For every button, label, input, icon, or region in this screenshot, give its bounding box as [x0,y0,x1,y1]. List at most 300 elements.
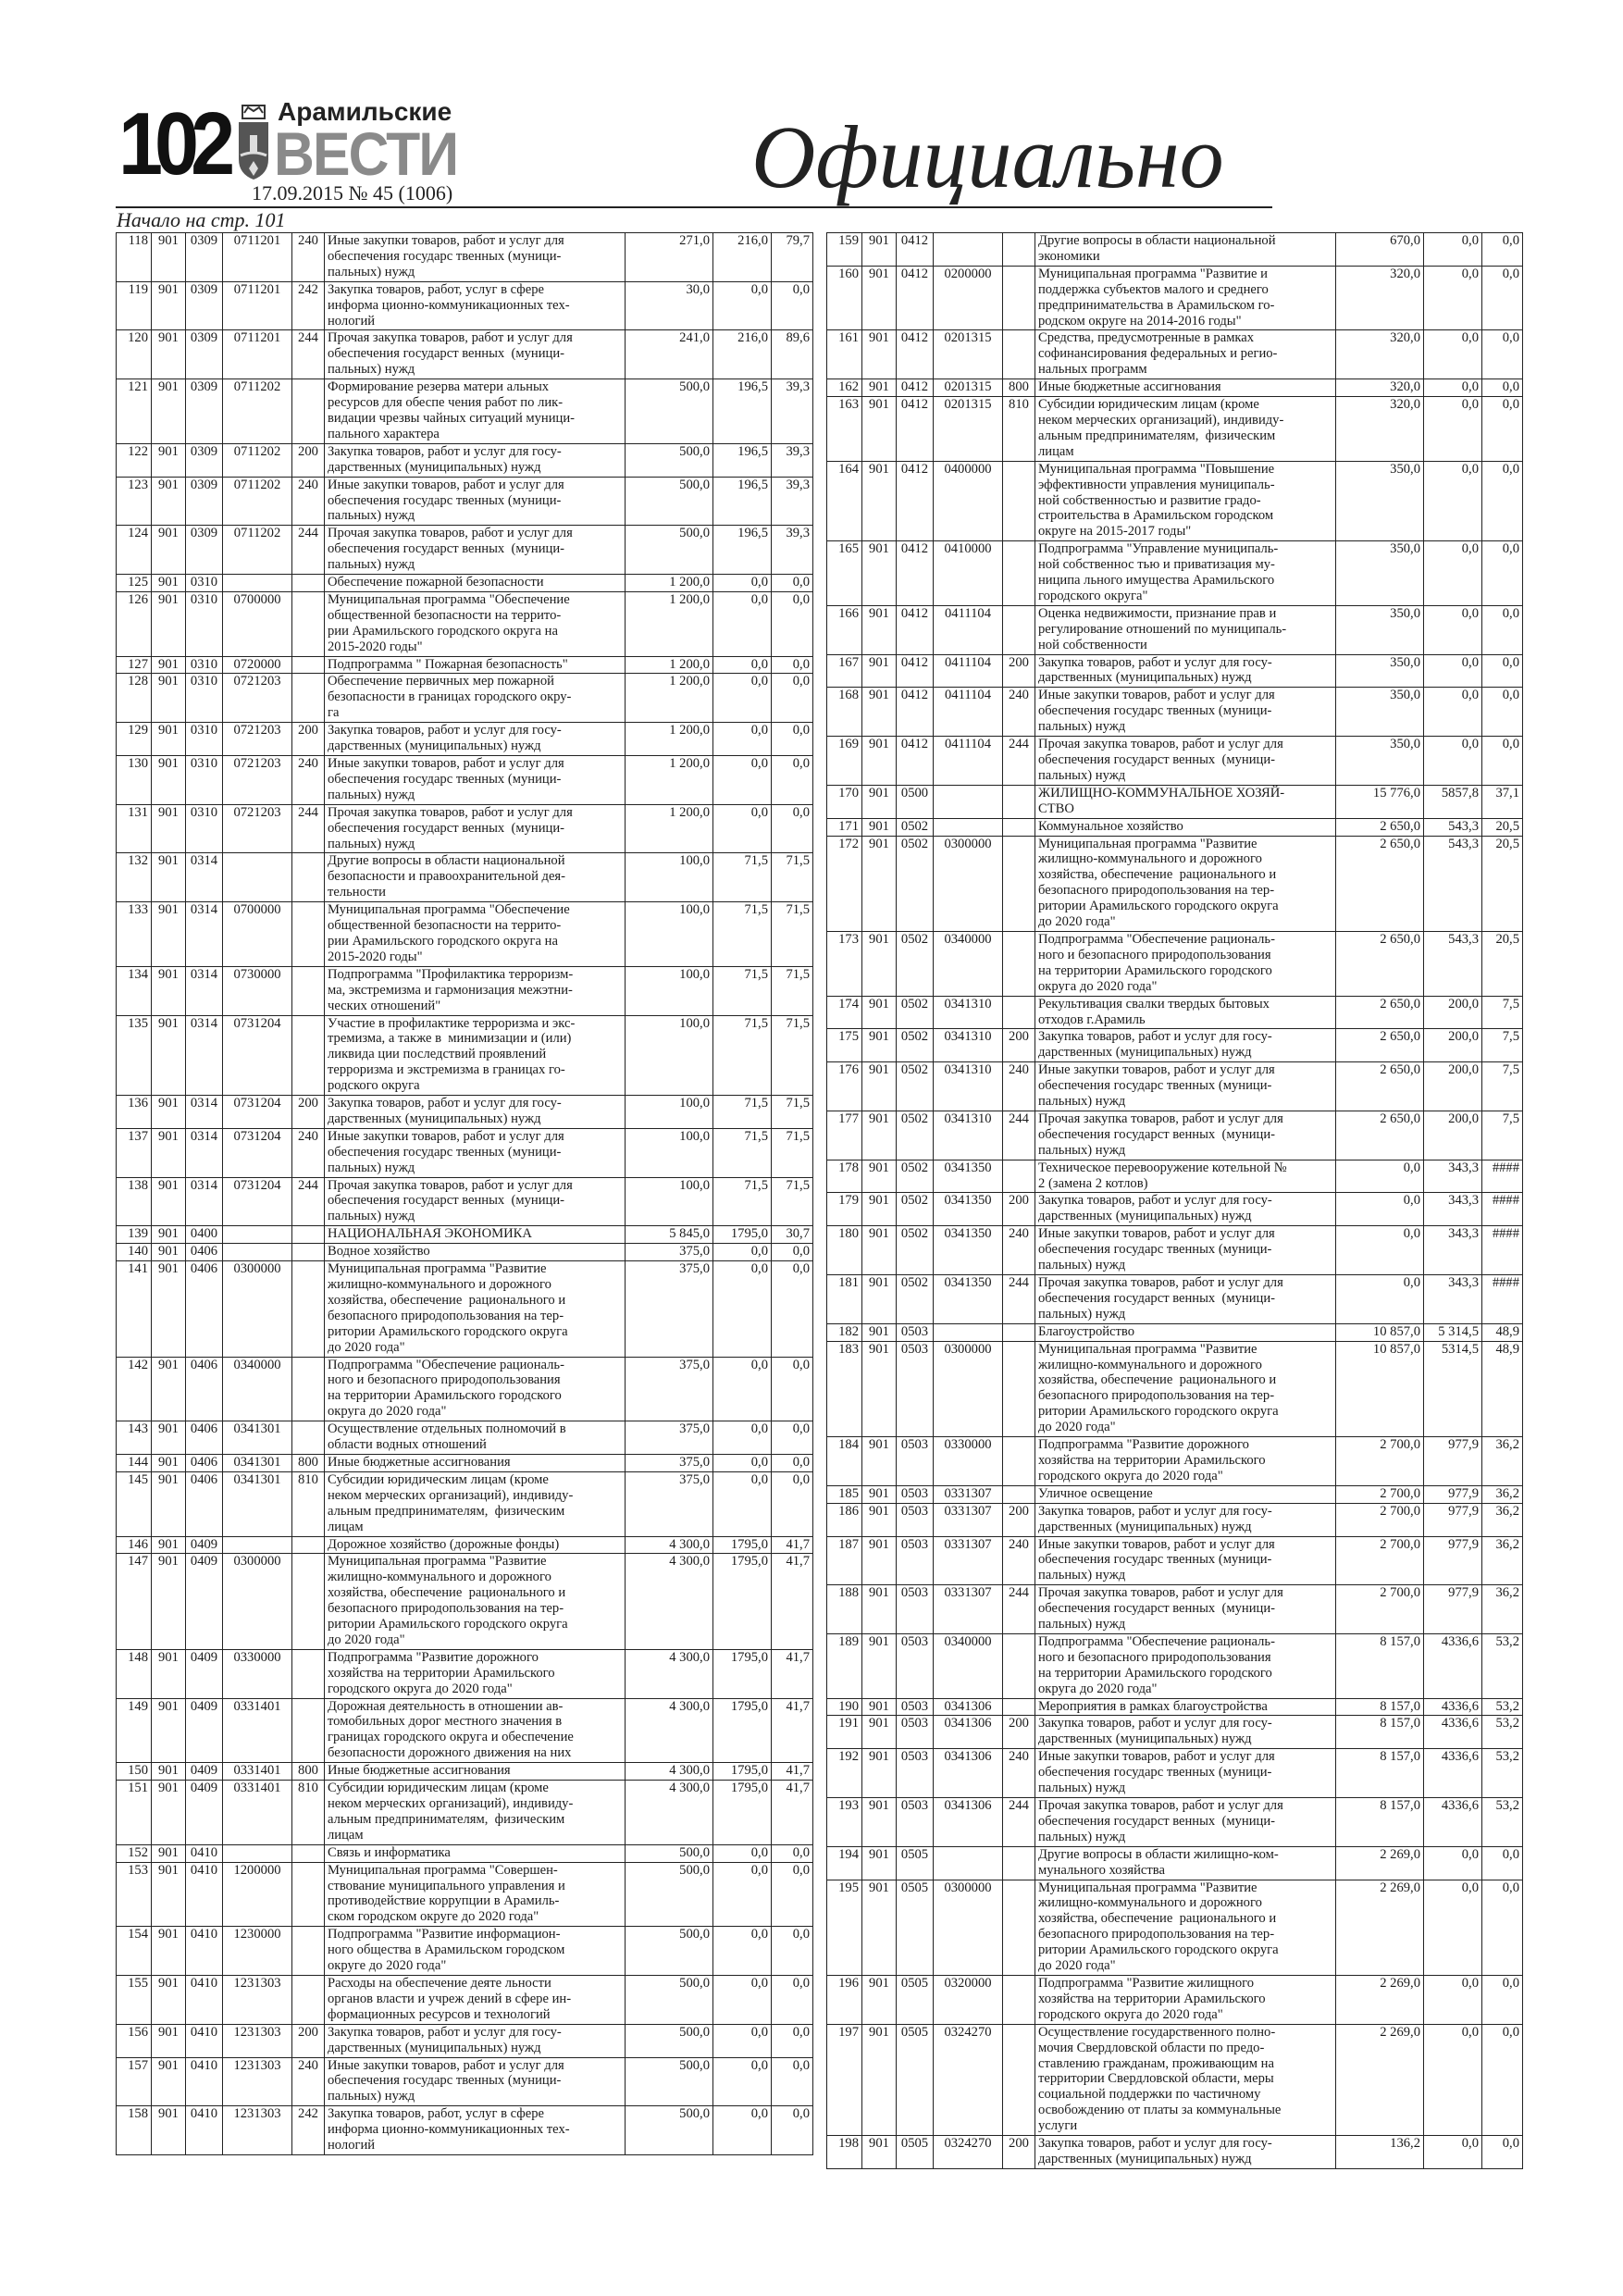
section-code: 0502 [897,836,934,931]
execution-percent: 71,5 [772,1128,813,1177]
executed-amount: 343,3 [1424,1275,1482,1324]
expense-type [292,1844,325,1862]
expense-type [292,1554,325,1649]
table-row [117,1261,813,1357]
department-code: 901 [862,1226,897,1275]
section-code: 0503 [897,1341,934,1436]
executed-amount: 543,3 [1424,931,1482,996]
expense-type: 244 [292,526,325,575]
department-code: 901 [152,1096,186,1129]
description: Прочая закупка товаров, работ и услуг для обеспечения государст венных (муници- пальных) нужд [1035,1585,1336,1634]
execution-percent: 7,5 [1482,996,1523,1029]
row-number: 163 [827,397,862,462]
execution-percent: 0,0 [1482,2136,1523,2169]
execution-percent: 0,0 [772,1927,813,1976]
section-code: 0310 [186,591,223,656]
executed-amount: 0,0 [713,1421,772,1455]
expense-type [1003,1846,1035,1880]
planned-amount: 4 300,0 [626,1649,713,1698]
section-code: 0310 [186,575,223,592]
target-code: 0341301 [223,1421,292,1455]
department-code: 901 [152,966,186,1015]
target-code: 0711202 [223,477,292,526]
section-code: 0412 [897,330,934,379]
execution-percent: 53,2 [1482,1716,1523,1749]
table-row [117,1244,813,1261]
row-number: 136 [117,1096,152,1129]
section-code: 0409 [186,1698,223,1763]
execution-percent: 71,5 [772,1177,813,1226]
planned-amount: 136,2 [1336,2136,1424,2169]
description: Формирование резерва матери альных ресурсов для обеспе чения работ по лик- видации чрезвы чайных ситуаций муници- пального характера [325,379,626,444]
executed-amount: 196,5 [713,477,772,526]
description: Муниципальная программа "Развитие и поддержка субъектов малого и среднего предпринимательства в Арамильском го- родском округе на 2014-2016 годы" [1035,266,1336,330]
planned-amount: 0,0 [1336,1275,1424,1324]
description: Мероприятия в рамках благоустройства [1035,1698,1336,1716]
target-code: 0341310 [934,1029,1003,1062]
execution-percent: 30,7 [772,1226,813,1244]
department-code: 901 [152,1763,186,1781]
description: Осуществление отдельных полномочий в области водных отношений [325,1421,626,1455]
target-code: 0341306 [934,1698,1003,1716]
table-row [117,656,813,674]
department-code: 901 [862,996,897,1029]
expense-type: 244 [292,1177,325,1226]
expense-type: 200 [1003,2136,1035,2169]
expense-type [1003,605,1035,654]
table-row [117,756,813,805]
table-row [827,931,1523,996]
row-number: 178 [827,1160,862,1193]
description: Подпрограмма "Развитие дорожного хозяйства на территории Арамильского городского округа до 2020 года" [1035,1437,1336,1486]
expense-type: 200 [292,723,325,756]
department-code: 901 [862,2136,897,2169]
department-code: 901 [152,1844,186,1862]
department-code: 901 [152,1226,186,1244]
row-number: 128 [117,674,152,723]
execution-percent: 0,0 [1482,330,1523,379]
description: Другие вопросы в области национальной экономики [1035,233,1336,267]
department-code: 901 [862,330,897,379]
budget-table-right [826,232,1523,2169]
executed-amount: 1795,0 [713,1554,772,1649]
execution-percent: 0,0 [772,1844,813,1862]
expense-type: 240 [1003,1536,1035,1585]
department-code: 901 [862,233,897,267]
execution-percent: 0,0 [772,1471,813,1536]
planned-amount: 100,0 [626,1096,713,1129]
department-code: 901 [152,2057,186,2106]
expense-type [1003,1341,1035,1436]
description: НАЦИОНАЛЬНАЯ ЭКОНОМИКА [325,1226,626,1244]
target-code: 0200000 [934,266,1003,330]
expense-type: 810 [292,1471,325,1536]
expense-type [292,966,325,1015]
planned-amount: 320,0 [1336,397,1424,462]
execution-percent: 41,7 [772,1698,813,1763]
department-code: 901 [862,1503,897,1536]
expense-type [292,1357,325,1421]
department-code: 901 [152,379,186,444]
planned-amount: 500,0 [626,379,713,444]
executed-amount: 71,5 [713,1128,772,1177]
section-code: 0502 [897,818,934,836]
planned-amount: 2 269,0 [1336,1975,1424,2024]
table-row [827,1485,1523,1503]
target-code: 0300000 [934,836,1003,931]
description: Иные закупки товаров, работ и услуг для обеспечения государс твенных (муници- пальных) нужд [325,1128,626,1177]
row-number: 150 [117,1763,152,1781]
row-number: 132 [117,853,152,902]
description: Уличное освещение [1035,1485,1336,1503]
target-code: 0721203 [223,674,292,723]
table-row [117,853,813,902]
description: Закупка товаров, работ, услуг в сфере информа ционно-коммуникационных тех- нологий [325,281,626,330]
planned-amount: 2 700,0 [1336,1585,1424,1634]
department-code: 901 [152,1471,186,1536]
department-code: 901 [152,1261,186,1357]
row-number: 175 [827,1029,862,1062]
description: Оценка недвижимости, признание прав и регулирование отношений по муниципаль- ной собственности [1035,605,1336,654]
table-row [117,1471,813,1536]
table-row [117,1975,813,2024]
expense-type: 244 [1003,737,1035,786]
target-code: 0340000 [223,1357,292,1421]
row-number: 127 [117,656,152,674]
planned-amount: 4 300,0 [626,1554,713,1649]
expense-type [292,1649,325,1698]
execution-percent: 71,5 [772,902,813,967]
department-code: 901 [862,1160,897,1193]
target-code [223,1244,292,1261]
row-number: 189 [827,1633,862,1698]
target-code: 0330000 [223,1649,292,1698]
executed-amount: 0,0 [1424,688,1482,737]
description: Подпрограмма "Управление муниципаль- ной собственнос тью и приватизация му- ниципа льного имущества Арамильского городского округа" [1035,541,1336,606]
executed-amount: 543,3 [1424,818,1482,836]
execution-percent: 71,5 [772,853,813,902]
expense-type [1003,1975,1035,2024]
target-code: 0700000 [223,591,292,656]
execution-percent: 0,0 [772,1357,813,1421]
table-row [117,804,813,853]
execution-percent: 0,0 [1482,688,1523,737]
section-code: 0409 [186,1781,223,1845]
description: ЖИЛИЩНО-КОММУНАЛЬНОЕ ХОЗЯЙ- СТВО [1035,785,1336,818]
execution-percent: 7,5 [1482,1111,1523,1160]
planned-amount: 500,0 [626,2024,713,2057]
section-code: 0502 [897,1226,934,1275]
description: Подпрограмма "Профилактика терроризм- ма, экстремизма и гармонизация межэтни- ческих отношений" [325,966,626,1015]
section-code: 0412 [897,541,934,606]
description: Средства, предусмотренные в рамках софинансирования федеральных и регио- нальных программ [1035,330,1336,379]
target-code: 0720000 [223,656,292,674]
section-code: 0412 [897,397,934,462]
executed-amount: 216,0 [713,330,772,379]
department-code: 901 [152,853,186,902]
execution-percent: 20,5 [1482,931,1523,996]
table-row [117,1096,813,1129]
target-code: 0201315 [934,330,1003,379]
table-row [827,1975,1523,2024]
description: Техническое перевооружение котельной № 2 (замена 2 котлов) [1035,1160,1336,1193]
target-code: 0341350 [934,1226,1003,1275]
row-number: 193 [827,1798,862,1847]
table-row [827,605,1523,654]
executed-amount: 5 314,5 [1424,1323,1482,1341]
department-code: 901 [862,1323,897,1341]
expense-type: 240 [1003,1226,1035,1275]
description: Иные закупки товаров, работ и услуг для обеспечения государс твенных (муници- пальных) нужд [1035,1536,1336,1585]
target-code: 0411104 [934,688,1003,737]
target-code: 0300000 [223,1554,292,1649]
table-row [117,1781,813,1845]
row-number: 121 [117,379,152,444]
description: Закупка товаров, работ и услуг для госу- дарственных (муниципальных) нужд [325,443,626,477]
row-number: 177 [827,1111,862,1160]
row-number: 158 [117,2106,152,2155]
expense-type [292,853,325,902]
executed-amount: 5314,5 [1424,1341,1482,1436]
section-code: 0410 [186,1975,223,2024]
executed-amount: 977,9 [1424,1485,1482,1503]
table-row [117,1844,813,1862]
target-code: 0324270 [934,2024,1003,2135]
section-code: 0503 [897,1698,934,1716]
row-number: 162 [827,379,862,397]
row-number: 123 [117,477,152,526]
section-code: 0310 [186,804,223,853]
expense-type: 810 [292,1781,325,1845]
target-code: 0400000 [934,461,1003,541]
row-number: 146 [117,1536,152,1554]
executed-amount: 0,0 [713,1261,772,1357]
row-number: 186 [827,1503,862,1536]
section-code: 0309 [186,233,223,282]
row-number: 141 [117,1261,152,1357]
table-row [117,379,813,444]
executed-amount: 1795,0 [713,1763,772,1781]
target-code: 0201315 [934,379,1003,397]
description: Обеспечение пожарной безопасности [325,575,626,592]
description: Закупка товаров, работ и услуг для госу- дарственных (муниципальных) нужд [325,2024,626,2057]
target-code: 0721203 [223,804,292,853]
row-number: 195 [827,1880,862,1975]
department-code: 901 [862,1798,897,1847]
target-code: 0341306 [934,1798,1003,1847]
target-code: 0731204 [223,1015,292,1096]
execution-percent: 53,2 [1482,1749,1523,1798]
row-number: 167 [827,654,862,688]
department-code: 901 [152,1698,186,1763]
row-number: 176 [827,1062,862,1111]
department-code: 901 [152,1536,186,1554]
target-code: 0711202 [223,443,292,477]
planned-amount: 670,0 [1336,233,1424,267]
executed-amount: 0,0 [713,575,772,592]
section-code: 0406 [186,1261,223,1357]
table-row [827,266,1523,330]
planned-amount: 350,0 [1336,605,1424,654]
executed-amount: 977,9 [1424,1503,1482,1536]
execution-percent: 0,0 [772,575,813,592]
description: Муниципальная программа "Обеспечение общественной безопасности на террито- рии Арамильского городского округа на 2015-2020 годы" [325,591,626,656]
row-number: 147 [117,1554,152,1649]
section-code: 0409 [186,1649,223,1698]
executed-amount: 4336,6 [1424,1749,1482,1798]
planned-amount: 10 857,0 [1336,1323,1424,1341]
department-code: 901 [862,1536,897,1585]
executed-amount: 0,0 [1424,397,1482,462]
department-code: 901 [862,1062,897,1111]
expense-type [1003,1698,1035,1716]
row-number: 118 [117,233,152,282]
planned-amount: 500,0 [626,2106,713,2155]
description: Иные закупки товаров, работ и услуг для обеспечения государс твенных (муници- пальных) нужд [1035,1062,1336,1111]
execution-percent: 0,0 [1482,737,1523,786]
row-number: 180 [827,1226,862,1275]
executed-amount: 71,5 [713,1096,772,1129]
section-code: 0503 [897,1633,934,1698]
description: Муниципальная программа "Совершен- ствование муниципального управления и противодействие коррупции в Арамиль- ском городском округе до 2020 года" [325,1862,626,1927]
planned-amount: 4 300,0 [626,1763,713,1781]
expense-type [292,591,325,656]
executed-amount: 71,5 [713,1177,772,1226]
table-row [117,1554,813,1649]
department-code: 901 [862,654,897,688]
department-code: 901 [152,674,186,723]
expense-type [292,1536,325,1554]
target-code [934,1846,1003,1880]
execution-percent: #### [1482,1226,1523,1275]
description: Прочая закупка товаров, работ и услуг для обеспечения государст венных (муници- пальных) нужд [1035,1275,1336,1324]
execution-percent: 7,5 [1482,1029,1523,1062]
target-code: 0340000 [934,931,1003,996]
section-code: 0503 [897,1585,934,1634]
planned-amount: 320,0 [1336,379,1424,397]
execution-percent: 71,5 [772,1015,813,1096]
target-code: 0411104 [934,605,1003,654]
table-row [827,2024,1523,2135]
header-divider [116,206,1272,208]
table-row [117,1927,813,1976]
description: Иные бюджетные ассигнования [325,1454,626,1471]
target-code [223,1844,292,1862]
planned-amount: 500,0 [626,1844,713,1862]
description: Закупка товаров, работ и услуг для госу- дарственных (муниципальных) нужд [325,723,626,756]
description: Благоустройство [1035,1323,1336,1341]
planned-amount: 8 157,0 [1336,1798,1424,1847]
expense-type: 240 [292,756,325,805]
expense-type [292,1862,325,1927]
execution-percent: 0,0 [772,723,813,756]
row-number: 149 [117,1698,152,1763]
row-number: 160 [827,266,862,330]
department-code: 901 [862,1341,897,1436]
table-row [117,1698,813,1763]
planned-amount: 4 300,0 [626,1781,713,1845]
planned-amount: 2 269,0 [1336,2024,1424,2135]
row-number: 119 [117,281,152,330]
executed-amount: 0,0 [713,1862,772,1927]
target-code: 0341310 [934,1111,1003,1160]
table-row [827,1698,1523,1716]
section-code: 0410 [186,2106,223,2155]
target-code: 0331307 [934,1585,1003,1634]
table-row [827,1323,1523,1341]
coat-of-arms-logo [237,104,270,181]
section-code: 0309 [186,379,223,444]
table-row [827,1846,1523,1880]
execution-percent: 0,0 [772,656,813,674]
department-code: 901 [862,1585,897,1634]
expense-type [292,1698,325,1763]
description: Закупка товаров, работ и услуг для госу- дарственных (муниципальных) нужд [1035,654,1336,688]
execution-percent: 0,0 [1482,1846,1523,1880]
execution-percent: 39,3 [772,379,813,444]
expense-type [1003,818,1035,836]
description: Иные закупки товаров, работ и услуг для обеспечения государс твенных (муници- пальных) нужд [1035,1226,1336,1275]
executed-amount: 0,0 [713,656,772,674]
execution-percent: 71,5 [772,1096,813,1129]
section-code: 0309 [186,281,223,330]
department-code: 901 [862,1975,897,2024]
table-row [117,2024,813,2057]
row-number: 172 [827,836,862,931]
description: Подпрограмма "Обеспечение рациональ- ного и безопасного природопользования на территории Арамильского городского округа до 2020 года" [1035,1633,1336,1698]
department-code: 901 [152,1927,186,1976]
department-code: 901 [862,1485,897,1503]
target-code: 0331401 [223,1698,292,1763]
row-number: 159 [827,233,862,267]
execution-percent: 0,0 [1482,1975,1523,2024]
expense-type: 244 [1003,1798,1035,1847]
target-code: 1231303 [223,2024,292,2057]
planned-amount: 500,0 [626,2057,713,2106]
execution-percent: #### [1482,1193,1523,1226]
description: Обеспечение первичных мер пожарной безопасности в границах городского окру- га [325,674,626,723]
execution-percent: 53,2 [1482,1633,1523,1698]
executed-amount: 0,0 [1424,233,1482,267]
department-code: 901 [862,818,897,836]
description: Подпрограмма "Обеспечение рациональ- ного и безопасного природопользования на территории Арамильского городского округа до 2020 года" [1035,931,1336,996]
row-number: 139 [117,1226,152,1244]
target-code: 0721203 [223,756,292,805]
description: Подпрограмма "Развитие жилищного хозяйства на территории Арамильского городского округа до 2020 года" [1035,1975,1336,2024]
expense-type [292,674,325,723]
section-code: 0309 [186,526,223,575]
table-row [827,1437,1523,1486]
page-number: 102 [118,94,228,193]
planned-amount: 350,0 [1336,461,1424,541]
section-code: 0412 [897,605,934,654]
row-number: 182 [827,1323,862,1341]
table-row [827,785,1523,818]
execution-percent: 89,6 [772,330,813,379]
department-code: 901 [862,541,897,606]
row-number: 171 [827,818,862,836]
section-code: 0503 [897,1485,934,1503]
description: Субсидии юридическим лицам (кроме неком мерческих организаций), индивиду- альным предпринимателям, физическим лицам [1035,397,1336,462]
section-code: 0505 [897,2024,934,2135]
target-code: 0700000 [223,902,292,967]
description: Участие в профилактике терроризма и экс- тремизма, а также в минимизации и (или) ликвида ции последствий проявлений терроризма и экстремизма в границах го- родского округа [325,1015,626,1096]
description: Осуществление государственного полно- мочия Свердловской области по предо- ставлению гражданам, проживающим на территории Свердловской области, меры социальной поддержки по частичному освобождению от платы за коммунальные услуги [1035,2024,1336,2135]
table-row [827,1062,1523,1111]
target-code [223,853,292,902]
expense-type: 244 [1003,1275,1035,1324]
description: Закупка товаров, работ и услуг для госу- дарственных (муниципальных) нужд [1035,1193,1336,1226]
